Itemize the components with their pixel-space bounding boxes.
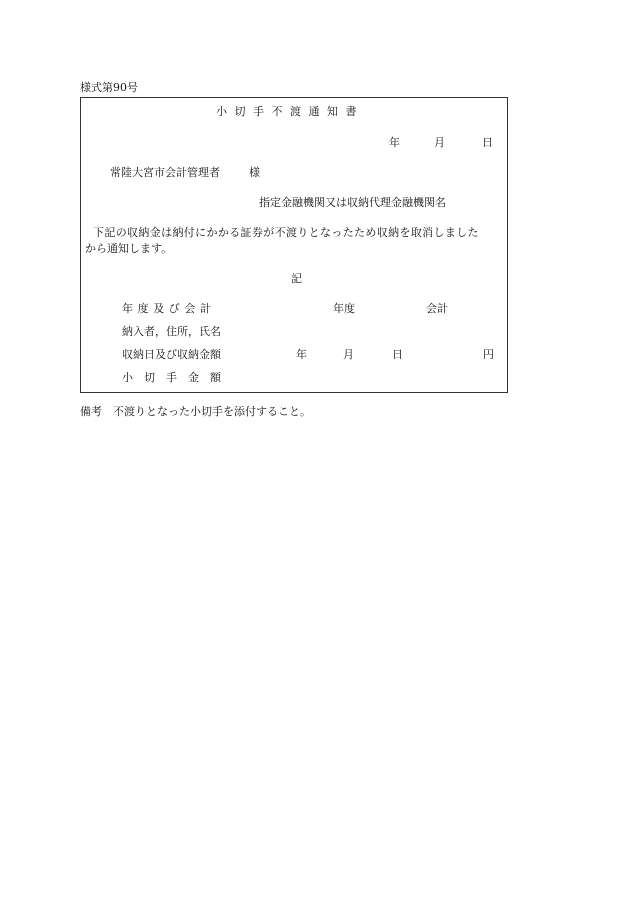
remarks-label: 備考 xyxy=(80,405,102,418)
institution-name-label: 指定金融機関又は収納代理金融機関名 xyxy=(259,196,446,209)
ki-heading: 記 xyxy=(291,272,302,285)
addressee-honorific: 様 xyxy=(249,166,260,179)
receipt-month-unit: 月 xyxy=(343,348,354,361)
receipt-yen-unit: 円 xyxy=(483,348,494,361)
fiscal-year-unit: 年度 xyxy=(333,302,355,315)
form-title: 小切手不渡通知書 xyxy=(216,105,364,118)
body-text-line-1: 下記の収納金は納付にかかる証券が不渡りとなったため収納を取消しました xyxy=(93,226,479,239)
addressee: 常陸大宮市会計管理者 xyxy=(110,166,220,179)
account-unit: 会計 xyxy=(426,302,448,315)
receipt-date-amount-label: 収納日及び収納金額 xyxy=(122,348,221,361)
payer-info-label: 納入者，住所，氏名 xyxy=(122,325,221,338)
date-year-label: 年 xyxy=(389,136,400,149)
receipt-year-unit: 年 xyxy=(296,348,307,361)
form-number: 様式第90号 xyxy=(80,81,138,94)
remarks-text: 不渡りとなった小切手を添付すること。 xyxy=(113,405,311,418)
receipt-day-unit: 日 xyxy=(392,348,403,361)
body-text-line-2: から通知します。 xyxy=(85,242,173,255)
date-day-label: 日 xyxy=(482,136,493,149)
date-month-label: 月 xyxy=(434,136,445,149)
remarks xyxy=(80,406,311,417)
check-amount-label: 小切手金額 xyxy=(122,371,232,384)
fiscal-year-account-label: 年度及び会計 xyxy=(122,302,216,315)
